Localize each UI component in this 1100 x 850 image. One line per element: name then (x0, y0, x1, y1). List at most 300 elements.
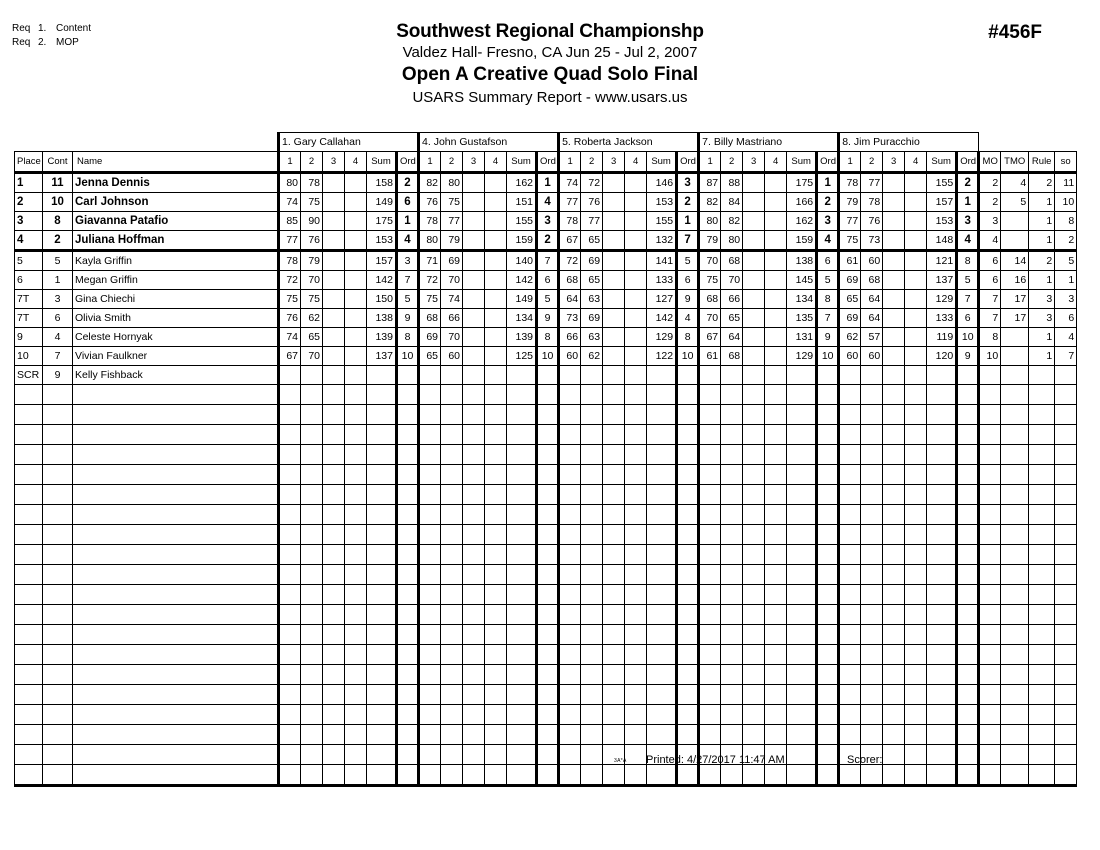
cell-place: 6 (15, 271, 43, 290)
cell-empty (1055, 385, 1077, 405)
sheet-footer (14, 751, 1046, 769)
cell-empty (883, 665, 905, 685)
table-row-empty[interactable] (15, 425, 1077, 445)
cell-empty (43, 385, 73, 405)
cell-empty (279, 725, 301, 745)
cell-j1-score3 (323, 347, 345, 366)
cell-empty (743, 445, 765, 465)
table-row[interactable] (15, 212, 1077, 231)
table-row-empty[interactable] (15, 685, 1077, 705)
cell-j3-score1: 72 (559, 251, 581, 271)
cell-empty (301, 685, 323, 705)
cell-empty (1055, 585, 1077, 605)
cell-empty (537, 625, 559, 645)
cell-empty (839, 725, 861, 745)
cell-j2-score2: 80 (441, 173, 463, 193)
cell-j5-score2: 68 (861, 271, 883, 290)
cell-empty (743, 685, 765, 705)
cell-j2-score3 (463, 231, 485, 251)
cell-j1-ord: 9 (397, 309, 419, 328)
cell-j1-ord: 6 (397, 193, 419, 212)
table-row-empty[interactable] (15, 545, 1077, 565)
table-row[interactable] (15, 193, 1077, 212)
cell-place: 7T (15, 290, 43, 309)
cell-j5-score3 (883, 231, 905, 251)
cell-j5-score1: 69 (839, 271, 861, 290)
cell-contestant: 4 (43, 328, 73, 347)
col-header-j5-4: 4 (905, 152, 927, 173)
cell-j4-score4 (765, 309, 787, 328)
cell-empty (507, 505, 537, 525)
cell-rule: 1 (1029, 271, 1055, 290)
cell-j5-ord: 6 (957, 309, 979, 328)
table-row-empty[interactable] (15, 645, 1077, 665)
cell-j3-sum: 133 (647, 271, 677, 290)
table-row-empty[interactable] (15, 705, 1077, 725)
cell-empty (861, 645, 883, 665)
cell-empty (883, 625, 905, 645)
cell-j2-score2: 79 (441, 231, 463, 251)
cell-empty (721, 485, 743, 505)
cell-empty (441, 465, 463, 485)
cell-empty (677, 705, 699, 725)
cell-empty (927, 725, 957, 745)
cell-empty (345, 425, 367, 445)
cell-empty (625, 525, 647, 545)
cell-empty (625, 645, 647, 665)
cell-empty (559, 565, 581, 585)
col-header-j5-3: 3 (883, 152, 905, 173)
cell-empty (787, 485, 817, 505)
spacer-cell (979, 133, 1077, 152)
cell-empty (463, 625, 485, 645)
cell-empty (625, 545, 647, 565)
cell-j5-ord: 8 (957, 251, 979, 271)
cell-empty (625, 485, 647, 505)
table-row-empty[interactable] (15, 565, 1077, 585)
cell-empty (1055, 565, 1077, 585)
cell-empty (463, 565, 485, 585)
cell-empty (301, 605, 323, 625)
cell-empty (581, 685, 603, 705)
cell-j3-score3 (603, 366, 625, 385)
cell-j4-ord: 9 (817, 328, 839, 347)
cell-empty (883, 545, 905, 565)
table-row-empty[interactable] (15, 605, 1077, 625)
cell-j2-ord: 9 (537, 309, 559, 328)
cell-empty (301, 645, 323, 665)
cell-j5-score3 (883, 366, 905, 385)
cell-empty (1029, 505, 1055, 525)
cell-empty (485, 705, 507, 725)
cell-place: 3 (15, 212, 43, 231)
cell-j3-score4 (625, 231, 647, 251)
cell-empty (603, 445, 625, 465)
cell-empty (301, 705, 323, 725)
cell-contestant: 1 (43, 271, 73, 290)
cell-empty (927, 505, 957, 525)
cell-empty (43, 645, 73, 665)
cell-empty (345, 565, 367, 585)
cell-j5-score1: 62 (839, 328, 861, 347)
cell-empty (485, 645, 507, 665)
table-row[interactable] (15, 290, 1077, 309)
cell-empty (73, 525, 279, 545)
cell-empty (323, 645, 345, 665)
cell-j5-score3 (883, 212, 905, 231)
cell-empty (367, 665, 397, 685)
cell-empty (721, 465, 743, 485)
col-header-rule: Rule (1029, 152, 1055, 173)
cell-empty (765, 465, 787, 485)
cell-mo: 4 (979, 231, 1001, 251)
cell-empty (397, 705, 419, 725)
cell-j1-score1: 76 (279, 309, 301, 328)
cell-j3-score2: 62 (581, 347, 603, 366)
cell-j4-score3 (743, 290, 765, 309)
cell-j5-ord: 9 (957, 347, 979, 366)
cell-j1-ord: 10 (397, 347, 419, 366)
table-row[interactable] (15, 173, 1077, 193)
cell-empty (1029, 625, 1055, 645)
cell-empty (603, 425, 625, 445)
cell-empty (419, 385, 441, 405)
cell-empty (979, 485, 1001, 505)
cell-empty (507, 645, 537, 665)
event-title: Open A Creative Quad Solo Final (401, 64, 699, 85)
cell-empty (367, 505, 397, 525)
cell-empty (1001, 685, 1029, 705)
cell-empty (721, 685, 743, 705)
cell-empty (817, 625, 839, 645)
cell-empty (1001, 465, 1029, 485)
table-row-empty[interactable] (15, 725, 1077, 745)
cell-j3-score2: 76 (581, 193, 603, 212)
cell-empty (559, 625, 581, 645)
col-header-j1-1: 1 (279, 152, 301, 173)
cell-empty (463, 525, 485, 545)
table-row-empty[interactable] (15, 445, 1077, 465)
cell-empty (699, 625, 721, 645)
cell-j1-score2: 75 (301, 193, 323, 212)
cell-mo: 2 (979, 173, 1001, 193)
cell-empty (861, 465, 883, 485)
cell-empty (647, 405, 677, 425)
cell-j3-score2: 69 (581, 309, 603, 328)
cell-empty (537, 605, 559, 625)
col-header-j2-ord: Ord (537, 152, 559, 173)
cell-empty (43, 565, 73, 585)
cell-j5-score2 (861, 366, 883, 385)
cell-empty (367, 685, 397, 705)
cell-empty (603, 385, 625, 405)
cell-j4-score1: 68 (699, 290, 721, 309)
cell-empty (537, 385, 559, 405)
cell-empty (861, 485, 883, 505)
cell-empty (721, 625, 743, 645)
cell-empty (927, 525, 957, 545)
cell-j3-sum: 127 (647, 290, 677, 309)
cell-empty (323, 625, 345, 645)
col-header-j2-1: 1 (419, 152, 441, 173)
cell-empty (463, 505, 485, 525)
cell-name: Juliana Hoffman (73, 231, 279, 251)
cell-j4-ord: 8 (817, 290, 839, 309)
cell-empty (301, 525, 323, 545)
cell-j5-ord: 2 (957, 173, 979, 193)
cell-empty (625, 385, 647, 405)
cell-empty (677, 505, 699, 525)
report-header (0, 20, 1100, 108)
cell-empty (279, 405, 301, 425)
cell-j2-score1: 82 (419, 173, 441, 193)
cell-empty (883, 725, 905, 745)
cell-so: 1 (1055, 271, 1077, 290)
cell-empty (647, 505, 677, 525)
cell-j3-score1 (559, 366, 581, 385)
cell-empty (721, 505, 743, 525)
cell-j5-sum: 121 (927, 251, 957, 271)
cell-empty (463, 665, 485, 685)
table-row-empty[interactable] (15, 505, 1077, 525)
cell-j5-score1: 75 (839, 231, 861, 251)
table-row-empty[interactable] (15, 465, 1077, 485)
table-row[interactable] (15, 251, 1077, 271)
cell-so: 6 (1055, 309, 1077, 328)
cell-j4-sum: 175 (787, 173, 817, 193)
table-row-empty[interactable] (15, 625, 1077, 645)
cell-empty (43, 445, 73, 465)
cell-j1-ord: 5 (397, 290, 419, 309)
cell-j1-ord: 1 (397, 212, 419, 231)
cell-empty (279, 385, 301, 405)
judge-group-row (15, 133, 1077, 152)
cell-empty (419, 625, 441, 645)
cell-j1-ord (397, 366, 419, 385)
cell-j2-score4 (485, 271, 507, 290)
table-row[interactable] (15, 328, 1077, 347)
cell-empty (625, 565, 647, 585)
cell-empty (677, 465, 699, 485)
cell-empty (367, 545, 397, 565)
cell-empty (957, 705, 979, 725)
cell-empty (905, 625, 927, 645)
cell-empty (559, 665, 581, 685)
cell-empty (537, 665, 559, 685)
cell-empty (839, 465, 861, 485)
cell-rule: 1 (1029, 212, 1055, 231)
cell-empty (1029, 645, 1055, 665)
cell-empty (1055, 625, 1077, 645)
cell-j1-score1: 78 (279, 251, 301, 271)
cell-empty (1029, 705, 1055, 725)
cell-j2-score4 (485, 212, 507, 231)
cell-empty (345, 385, 367, 405)
cell-empty (507, 625, 537, 645)
table-row-empty[interactable] (15, 525, 1077, 545)
cell-empty (279, 525, 301, 545)
cell-empty (927, 405, 957, 425)
table-row-empty[interactable] (15, 385, 1077, 405)
table-row[interactable] (15, 231, 1077, 251)
col-header-j3-3: 3 (603, 152, 625, 173)
cell-empty (839, 385, 861, 405)
cell-contestant: 10 (43, 193, 73, 212)
cell-empty (817, 645, 839, 665)
cell-j1-score4 (345, 271, 367, 290)
cell-empty (1055, 445, 1077, 465)
cell-j5-score3 (883, 251, 905, 271)
cell-empty (979, 665, 1001, 685)
cell-name: Celeste Hornyak (73, 328, 279, 347)
cell-j4-ord: 10 (817, 347, 839, 366)
cell-empty (73, 685, 279, 705)
cell-name: Kayla Griffin (73, 251, 279, 271)
cell-empty (677, 485, 699, 505)
cell-j5-score4 (905, 328, 927, 347)
cell-j1-score2: 78 (301, 173, 323, 193)
score-sheet (14, 132, 1075, 787)
cell-empty (979, 525, 1001, 545)
cell-j4-score4 (765, 347, 787, 366)
table-row-empty[interactable] (15, 485, 1077, 505)
cell-j4-score2: 68 (721, 347, 743, 366)
cell-empty (323, 725, 345, 745)
cell-empty (1001, 385, 1029, 405)
cell-empty (817, 445, 839, 465)
cell-empty (367, 485, 397, 505)
cell-j3-score3 (603, 271, 625, 290)
cell-empty (279, 565, 301, 585)
cell-empty (883, 705, 905, 725)
cell-empty (839, 605, 861, 625)
cell-j4-score1: 80 (699, 212, 721, 231)
cell-empty (537, 545, 559, 565)
cell-empty (73, 385, 279, 405)
cell-empty (979, 465, 1001, 485)
cell-j5-ord: 3 (957, 212, 979, 231)
cell-j5-score3 (883, 347, 905, 366)
cell-j4-ord: 6 (817, 251, 839, 271)
cell-rule: 1 (1029, 231, 1055, 251)
cell-empty (441, 685, 463, 705)
cell-empty (957, 565, 979, 585)
cell-empty (559, 585, 581, 605)
cell-empty (787, 525, 817, 545)
cell-empty (927, 625, 957, 645)
cell-empty (905, 565, 927, 585)
cell-empty (43, 485, 73, 505)
table-row-empty[interactable] (15, 585, 1077, 605)
table-row[interactable] (15, 309, 1077, 328)
cell-mo: 2 (979, 193, 1001, 212)
cell-tmo: 4 (1001, 173, 1029, 193)
table-row-empty[interactable] (15, 405, 1077, 425)
cell-j2-score2 (441, 366, 463, 385)
cell-name: Giavanna Patafio (73, 212, 279, 231)
cell-tmo (1001, 347, 1029, 366)
cell-place: 10 (15, 347, 43, 366)
cell-empty (625, 665, 647, 685)
cell-j1-sum: 157 (367, 251, 397, 271)
cell-empty (1001, 725, 1029, 745)
cell-empty (861, 705, 883, 725)
cell-empty (979, 505, 1001, 525)
cell-empty (507, 405, 537, 425)
cell-empty (507, 425, 537, 445)
cell-empty (301, 465, 323, 485)
cell-j3-score3 (603, 212, 625, 231)
cell-empty (559, 505, 581, 525)
cell-empty (73, 445, 279, 465)
table-row-empty[interactable] (15, 665, 1077, 685)
cell-so: 10 (1055, 193, 1077, 212)
cell-empty (581, 525, 603, 545)
cell-empty (559, 645, 581, 665)
cell-j4-score2: 84 (721, 193, 743, 212)
col-header-j1-3: 3 (323, 152, 345, 173)
cell-j4-score2: 88 (721, 173, 743, 193)
cell-empty (721, 705, 743, 725)
cell-j3-score2 (581, 366, 603, 385)
cell-empty (603, 485, 625, 505)
cell-j4-score1: 75 (699, 271, 721, 290)
cell-empty (699, 725, 721, 745)
cell-mo (979, 366, 1001, 385)
col-header-j5-2: 2 (861, 152, 883, 173)
table-row[interactable] (15, 347, 1077, 366)
table-row[interactable] (15, 271, 1077, 290)
cell-empty (485, 605, 507, 625)
cell-name: Megan Griffin (73, 271, 279, 290)
cell-empty (721, 545, 743, 565)
cell-empty (463, 385, 485, 405)
cell-empty (927, 385, 957, 405)
cell-empty (323, 445, 345, 465)
cell-empty (419, 405, 441, 425)
cell-empty (507, 725, 537, 745)
cell-empty (721, 445, 743, 465)
cell-empty (397, 725, 419, 745)
cell-empty (323, 485, 345, 505)
cell-empty (817, 665, 839, 685)
cell-tmo: 14 (1001, 251, 1029, 271)
col-header-j5-1: 1 (839, 152, 861, 173)
cell-j1-score3 (323, 366, 345, 385)
cell-empty (581, 545, 603, 565)
cell-j4-score1: 82 (699, 193, 721, 212)
cell-j5-score3 (883, 328, 905, 347)
cell-empty (1001, 565, 1029, 585)
cell-j2-ord: 3 (537, 212, 559, 231)
cell-j5-sum: 119 (927, 328, 957, 347)
cell-empty (73, 505, 279, 525)
cell-j5-sum: 137 (927, 271, 957, 290)
cell-empty (1029, 525, 1055, 545)
cell-mo: 6 (979, 251, 1001, 271)
cell-empty (43, 685, 73, 705)
printed-timestamp: Printed: 4/27/2017 11:47 AM (646, 754, 785, 766)
cell-j1-score2 (301, 366, 323, 385)
cell-empty (419, 545, 441, 565)
cell-empty (957, 685, 979, 705)
cell-empty (463, 425, 485, 445)
table-row[interactable] (15, 366, 1077, 385)
cell-empty (1055, 545, 1077, 565)
cell-j1-score3 (323, 173, 345, 193)
cell-empty (397, 625, 419, 645)
cell-empty (581, 665, 603, 685)
